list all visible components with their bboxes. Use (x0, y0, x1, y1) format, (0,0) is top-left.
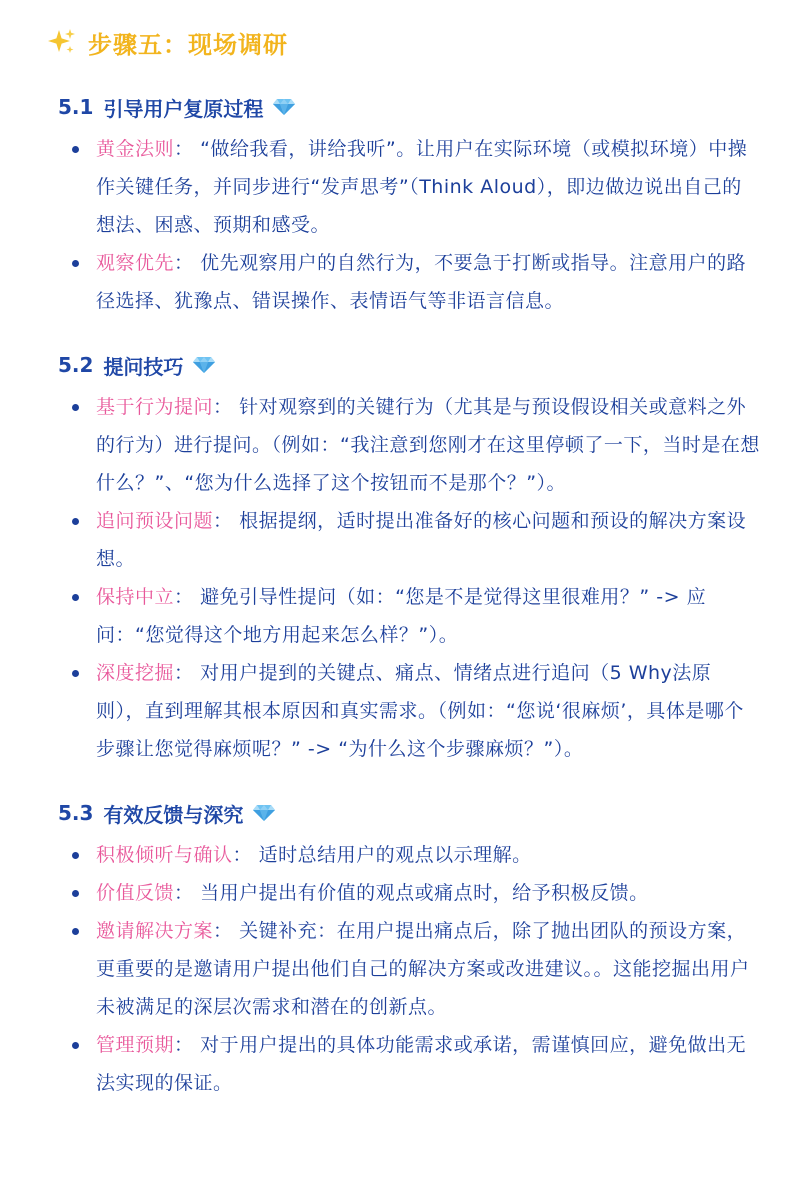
section-heading-text: 提问技巧 (103, 354, 184, 379)
section-heading (58, 90, 760, 124)
item-text: 适时总结用户的观点以示理解。 (258, 844, 532, 866)
item-keyword: 积极倾听与确认 (96, 844, 233, 866)
list-item (58, 502, 760, 578)
item-colon: ： (174, 882, 194, 904)
item-keyword: 保持中立 (96, 586, 175, 608)
list-item (58, 874, 760, 912)
item-colon: ： (213, 510, 233, 532)
diamond-icon (273, 98, 295, 116)
item-keyword: 邀请解决方案 (96, 920, 214, 942)
item-colon: ： (174, 252, 194, 274)
item-keyword: 深度挖掘 (96, 662, 175, 684)
section-number: 5.2 (58, 353, 94, 377)
section-number: 5.1 (58, 95, 94, 119)
item-text: 针对观察到的关键行为（尤其是与预设假设相关或意料之外的行为）进行提问。（例如：“我注意到您刚才在这里停顿了一下，当时是在想什么？”、“您为什么选择了这个按钮而不是那个？”）。 (96, 396, 760, 494)
item-colon: ： (174, 138, 194, 160)
list-item (58, 388, 760, 502)
item-text: 对用户提到的关键点、痛点、情绪点进行追问（5 Why法原则），直到理解其根本原因和真实需求。（例如：“您说‘很麻烦’，具体是哪个步骤让您觉得麻烦呢？” -> “为什么这个步骤麻烦？”）。 (96, 662, 744, 760)
list-item (58, 244, 760, 320)
item-colon: ： (174, 586, 194, 608)
item-keyword: 基于行为提问 (96, 396, 214, 418)
item-text: 当用户提出有价值的观点或痛点时，给予积极反馈。 (200, 882, 649, 904)
diamond-icon (253, 804, 275, 822)
item-colon: ： (174, 662, 194, 684)
list-item (58, 578, 760, 654)
list-item (58, 130, 760, 244)
item-keyword: 追问预设问题 (96, 510, 214, 532)
item-text: 避免引导性提问（如：“您是不是觉得这里很难用？” -> 应问：“您觉得这个地方用起来怎么样？”）。 (96, 586, 707, 646)
item-text: 根据提纲，适时提出准备好的核心问题和预设的解决方案设想。 (96, 510, 747, 570)
section-heading-text: 引导用户复原过程 (103, 96, 264, 121)
item-colon: ： (213, 396, 233, 418)
item-keyword: 价值反馈 (96, 882, 175, 904)
item-keyword: 观察优先 (96, 252, 175, 274)
page-title (48, 22, 800, 62)
diamond-icon (193, 356, 215, 374)
section-5-2 (58, 348, 760, 768)
item-text: 优先观察用户的自然行为，不要急于打断或指导。注意用户的路径选择、犹豫点、错误操作、表情语气等非语言信息。 (96, 252, 747, 312)
item-text: 对于用户提出的具体功能需求或承诺，需谨慎回应，避免做出无法实现的保证。 (96, 1034, 747, 1094)
item-colon: ： (213, 920, 233, 942)
list-item (58, 836, 760, 874)
list-item (58, 654, 760, 768)
item-colon: ： (174, 1034, 194, 1056)
item-keyword: 管理预期 (96, 1034, 175, 1056)
item-keyword: 黄金法则 (96, 138, 175, 160)
section-heading-text: 有效反馈与深究 (103, 802, 244, 827)
sparkles-icon (48, 28, 76, 56)
section-number: 5.3 (58, 801, 94, 825)
section-5-1 (58, 90, 760, 320)
section-heading (58, 348, 760, 382)
item-list (58, 836, 760, 1102)
item-text: 关键补充：在用户提出痛点后，除了抛出团队的预设方案，更重要的是邀请用户提出他们自己的解决方案或改进建议。。这能挖掘出用户未被满足的深层次需求和潜在的创新点。 (96, 920, 750, 1018)
list-item (58, 912, 760, 1026)
item-list (58, 130, 760, 320)
item-list (58, 388, 760, 768)
page-title-text: 步骤五：现场调研 (88, 30, 288, 59)
section-5-3 (58, 796, 760, 1102)
item-text: “做给我看，讲给我听”。让用户在实际环境（或模拟环境）中操作关键任务，并同步进行“发声思考”（Think Aloud），即边做边说出自己的想法、困惑、预期和感受。 (96, 138, 748, 236)
section-heading (58, 796, 760, 830)
item-colon: ： (232, 844, 253, 866)
list-item (58, 1026, 760, 1102)
